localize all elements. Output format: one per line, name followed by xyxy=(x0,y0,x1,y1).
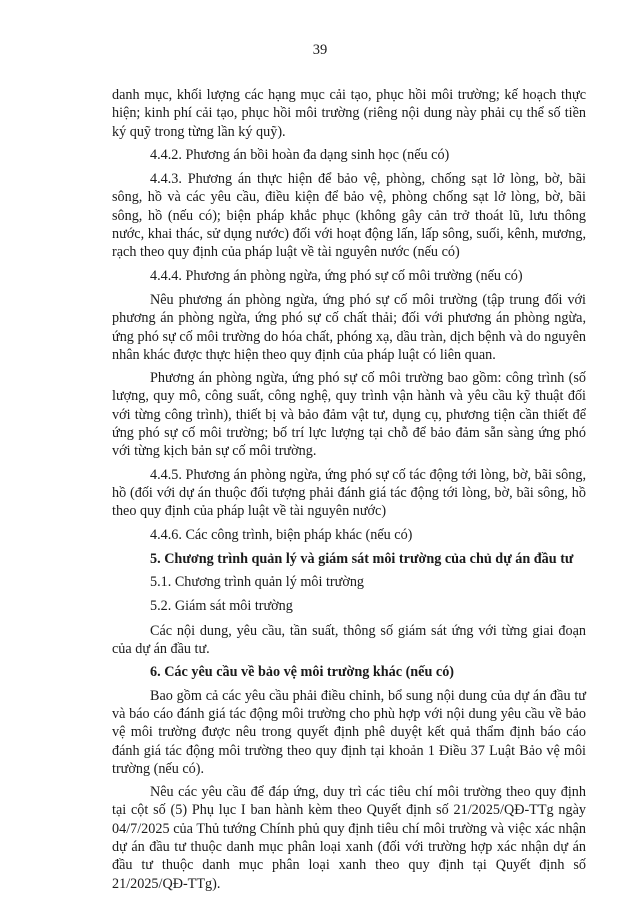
subsection-5-1: 5.1. Chương trình quản lý môi trường xyxy=(150,574,365,591)
paragraph-other-requirements: Bao gồm cả các yêu cầu phải điều chỉnh, bổ sung nội dung của dự án đầu tư và báo cáo đánh giá tác động môi trường cho phù hợp với nội dung yêu cầu về bảo vệ môi trường được nêu trong quyết định phê duyệt kết quả thẩm định báo cáo đánh giá tác động môi trường theo quy định tại khoản 1 Điều 37 Luật Bảo vệ môi trường (nếu có). xyxy=(112,687,586,777)
section-6-heading: 6. Các yêu cầu về bảo vệ môi trường khác (nếu có) xyxy=(150,664,455,681)
paragraph-monitoring: Các nội dung, yêu cầu, tần suất, thông số giám sát ứng với từng giai đoạn của dự án đầu tư. xyxy=(112,622,586,658)
subsection-4-4-2: 4.4.2. Phương án bồi hoàn đa dạng sinh học (nếu có) xyxy=(150,146,450,163)
subsection-4-4-3: 4.4.3. Phương án thực hiện để bảo vệ, phòng, chống sạt lở lòng, bờ, bãi sông, hồ và các yêu cầu, điều kiện để bảo vệ, phòng chống sạt lở lòng, bờ, bãi sông, hồ (nếu có); biện pháp khắc phục (không gây cản trở thoát lũ, lưu thông nước, khai thác, sử dụng nước) đối với hoạt động lấn, lấp sông, suối, kênh, mương, rạch theo quy định của pháp luật về tài nguyên nước (nếu có) xyxy=(112,171,586,261)
paragraph-incident-plan: Nêu phương án phòng ngừa, ứng phó sự cố môi trường (tập trung đối với phương án phòng ngừa, ứng phó sự cố chất thải; đối với phương án phòng ngừa, ứng phó sự cố môi trường do hóa chất, phóng xạ, dầu tràn, dịch bệnh và do nguyên nhân khác được thực hiện theo quy định của pháp luật có liên quan. xyxy=(112,291,586,363)
subsection-4-4-4: 4.4.4. Phương án phòng ngừa, ứng phó sự cố môi trường (nếu có) xyxy=(150,267,523,284)
paragraph-incident-plan-contents: Phương án phòng ngừa, ứng phó sự cố môi trường bao gồm: công trình (số lượng, quy mô, công suất, công nghệ, quy trình vận hành và yêu cầu kỹ thuật đối với từng công trình), thiết bị và bảo đảm vật tư, dụng cụ, phương tiện cần thiết để ứng phó sự cố môi trường; bố trí lực lượng tại chỗ để bảo đảm sẵn sàng ứng phó với từng kịch bản sự cố môi trường. xyxy=(112,370,586,460)
subsection-4-4-5: 4.4.5. Phương án phòng ngừa, ứng phó sự cố tác động tới lòng, bờ, bãi sông, hồ (đối với dự án thuộc đối tượng phải đánh giá tác động tới lòng, bờ, bãi sông, hồ theo quy định của pháp luật về tài nguyên nước) xyxy=(112,466,586,520)
document-body xyxy=(112,86,586,898)
subsection-5-2: 5.2. Giám sát môi trường xyxy=(150,598,293,615)
page-number: 39 xyxy=(312,42,328,58)
paragraph-green-criteria: Nêu các yêu cầu để đáp ứng, duy trì các tiêu chí môi trường theo quy định tại cột số (5) Phụ lục I ban hành kèm theo Quyết định số 21/2025/QĐ-TTg ngày 04/7/2025 của Thủ tướng Chính phủ quy định tiêu chí môi trường và việc xác nhận dự án đầu tư thuộc danh mục phân loại xanh (đối với trường hợp xác nhận dự án đầu tư thuộc danh mục phân loại xanh theo quy định tại Quyết định số 21/2025/QĐ-TTg). xyxy=(112,784,586,892)
paragraph-continuation: danh mục, khối lượng các hạng mục cải tạo, phục hồi môi trường; kế hoạch thực hiện; kinh phí cải tạo, phục hồi môi trường (riêng nội dung này phải cụ thể số tiền ký quỹ trong từng lần ký quỹ). xyxy=(112,87,586,140)
section-5-heading: 5. Chương trình quản lý và giám sát môi trường của chủ dự án đầu tư xyxy=(150,550,574,567)
subsection-4-4-6: 4.4.6. Các công trình, biện pháp khác (nếu có) xyxy=(150,526,413,543)
